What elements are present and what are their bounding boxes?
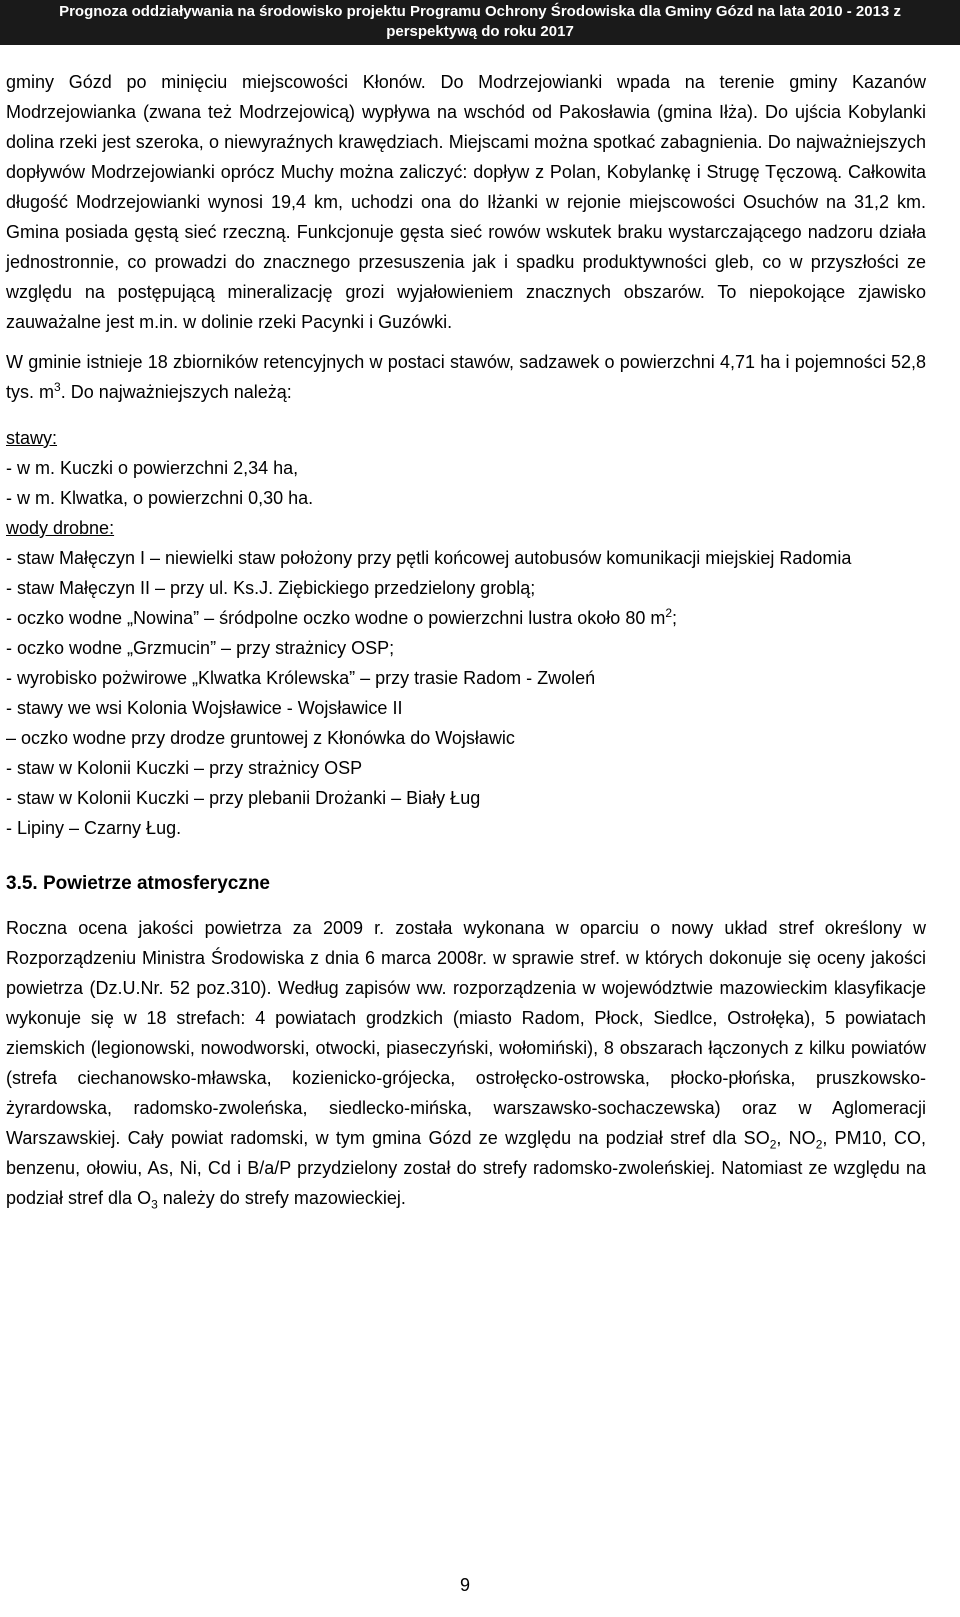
list-item-text: - oczko wodne „Nowina” – śródpolne oczko wodne o powierzchni lustra około 80 m <box>6 608 666 628</box>
list-item: - oczko wodne „Grzmucin” – przy strażnicy OSP; <box>6 638 395 658</box>
list-item: - staw w Kolonii Kuczki – przy strażnicy OSP <box>6 758 363 778</box>
list-item <box>6 603 926 633</box>
paragraph-air-quality <box>6 913 926 1213</box>
section-heading: 3.5. Powietrze atmosferyczne <box>6 873 270 894</box>
list-item-superscript: 2 <box>665 606 673 620</box>
air-quality-text: należy do strefy mazowieckiej. <box>157 1188 406 1208</box>
air-quality-text: , NO <box>776 1128 816 1148</box>
document-body <box>6 67 926 1213</box>
list-item: - wyrobisko pożwirowe „Klwatka Królewska” – przy trasie Radom - Zwoleń <box>6 668 596 688</box>
subscript: 2 <box>769 1137 777 1152</box>
reservoirs-text-end: . Do najważniejszych należą: <box>60 382 292 402</box>
subscript: 3 <box>151 1197 158 1212</box>
list-item: - staw w Kolonii Kuczki – przy plebanii Drożanki – Biały Ług <box>6 788 481 808</box>
reservoirs-text: W gminie istnieje 18 zbiorników retencyjnych w postaci stawów, sadzawek o powierzchni 4,71 ha i pojemności 52,8 tys. m <box>6 352 926 402</box>
paragraph-reservoirs <box>6 347 926 407</box>
list-item: – oczko wodne przy drodze gruntowej z Kłonówka do Wojsławic <box>6 728 515 748</box>
small-waters-list <box>6 573 926 843</box>
list-item: - w m. Kuczki o powierzchni 2,34 ha, <box>6 458 299 478</box>
paragraph-rivers: gminy Gózd po minięciu miejscowości Kłonów. Do Modrzejowianki wpada na terenie gminy Kazanów Modrzejowianka (zwana też Modrzejowicą) wypływa na wschód od Pakosławia (gmina Iłża). Do ujścia Kobylanki dolina rzeki jest szeroka, o niewyraźnych krawędziach. Miejscami można spotkać zabagnienia. Do najważniejszych dopływów Modrzejowianki oprócz Muchy można zaliczyć: dopływ z Polan, Kobylankę i Strugę Tęczową. Całkowita długość Modrzejowianki wynosi 19,4 km, uchodzi ona do Iłżanki w rejonie miejscowości Osuchów na 31,2 km. Gmina posiada gęstą sieć rzeczną. Funkcjonuje gęsta sieć rowów wskutek braku wystarczającego nadzoru działa jednostronnie, co prowadzi do znacznego przesuszenia jak i spadku produktywności gleb, co w przyszłości ze względu na postępującą mineralizację grozi wyjałowieniem znacznych obszarów. To niepokojące zjawisko zauważalne jest m.in. w dolinie rzeki Pacynki i Guzówki. <box>6 72 926 332</box>
list-item: - staw Małęczyn I – niewielki staw położony przy pętli końcowej autobusów komunikacji miejskiej Radomia <box>6 548 852 568</box>
ponds-list <box>6 423 926 543</box>
air-quality-text: Roczna ocena jakości powietrza za 2009 r. została wykonana w oparciu o nowy układ stref określony w Rozporządzeniu Ministra Środowiska z dnia 6 marca 2008r. w sprawie stref. w których dokonuje się oceny jakości powietrza (Dz.U.Nr. 52 poz.310). Według zapisów ww. rozporządzenia w województwie mazowieckim klasyfikacje wykonuje się w 18 strefach: 4 powiatach grodzkich (miasto Radom, Płock, Siedlce, Ostrołęka), 5 powiatach ziemskich (legionowski, nowodworski, otwocki, piaseczyński, wołomiński), 8 obszarach łączonych z kilku powiatów (strefa ciechanowsko-mławska, kozienicko-grójecka, ostrołęcko-ostrowska, płocko-płońska, pruszkowsko-żyrardowska, radomsko-zwoleńska, siedlecko-mińska, warszawsko-sochaczewska) oraz w Aglomeracji Warszawskiej. Cały powiat radomski, w tym gmina Gózd ze względu na podział stref dla SO <box>6 918 926 1148</box>
page-header <box>0 0 960 45</box>
header-title-line-2: perspektywą do roku 2017 <box>386 23 574 40</box>
page-number: 9 <box>459 1575 470 1595</box>
reservoirs-superscript: 3 <box>54 380 61 394</box>
subscript: 2 <box>815 1137 823 1152</box>
header-title-line-1: Prognoza oddziaływania na środowisko projektu Programu Ochrony Środowiska dla Gminy Gózd na lata 2010 - 2013 z <box>59 3 901 20</box>
ponds-heading: stawy: <box>6 428 58 448</box>
list-item-text-end: ; <box>672 608 678 628</box>
list-item: - staw Małęczyn II – przy ul. Ks.J. Ziębickiego przedzielony groblą; <box>6 578 536 598</box>
list-item: - w m. Klwatka, o powierzchni 0,30 ha. <box>6 488 314 508</box>
list-item: - Lipiny – Czarny Ług. <box>6 818 182 838</box>
small-waters-heading: wody drobne: <box>6 518 115 538</box>
air-quality-text: , PM10, CO, benzenu, ołowiu, As, Ni, Cd i B/a/P przydzielony został do strefy radomsko-zwoleńskiej. Natomiast ze względu na podział stref dla O <box>6 1128 926 1208</box>
list-item: - stawy we wsi Kolonia Wojsławice - Wojsławice II <box>6 698 403 718</box>
